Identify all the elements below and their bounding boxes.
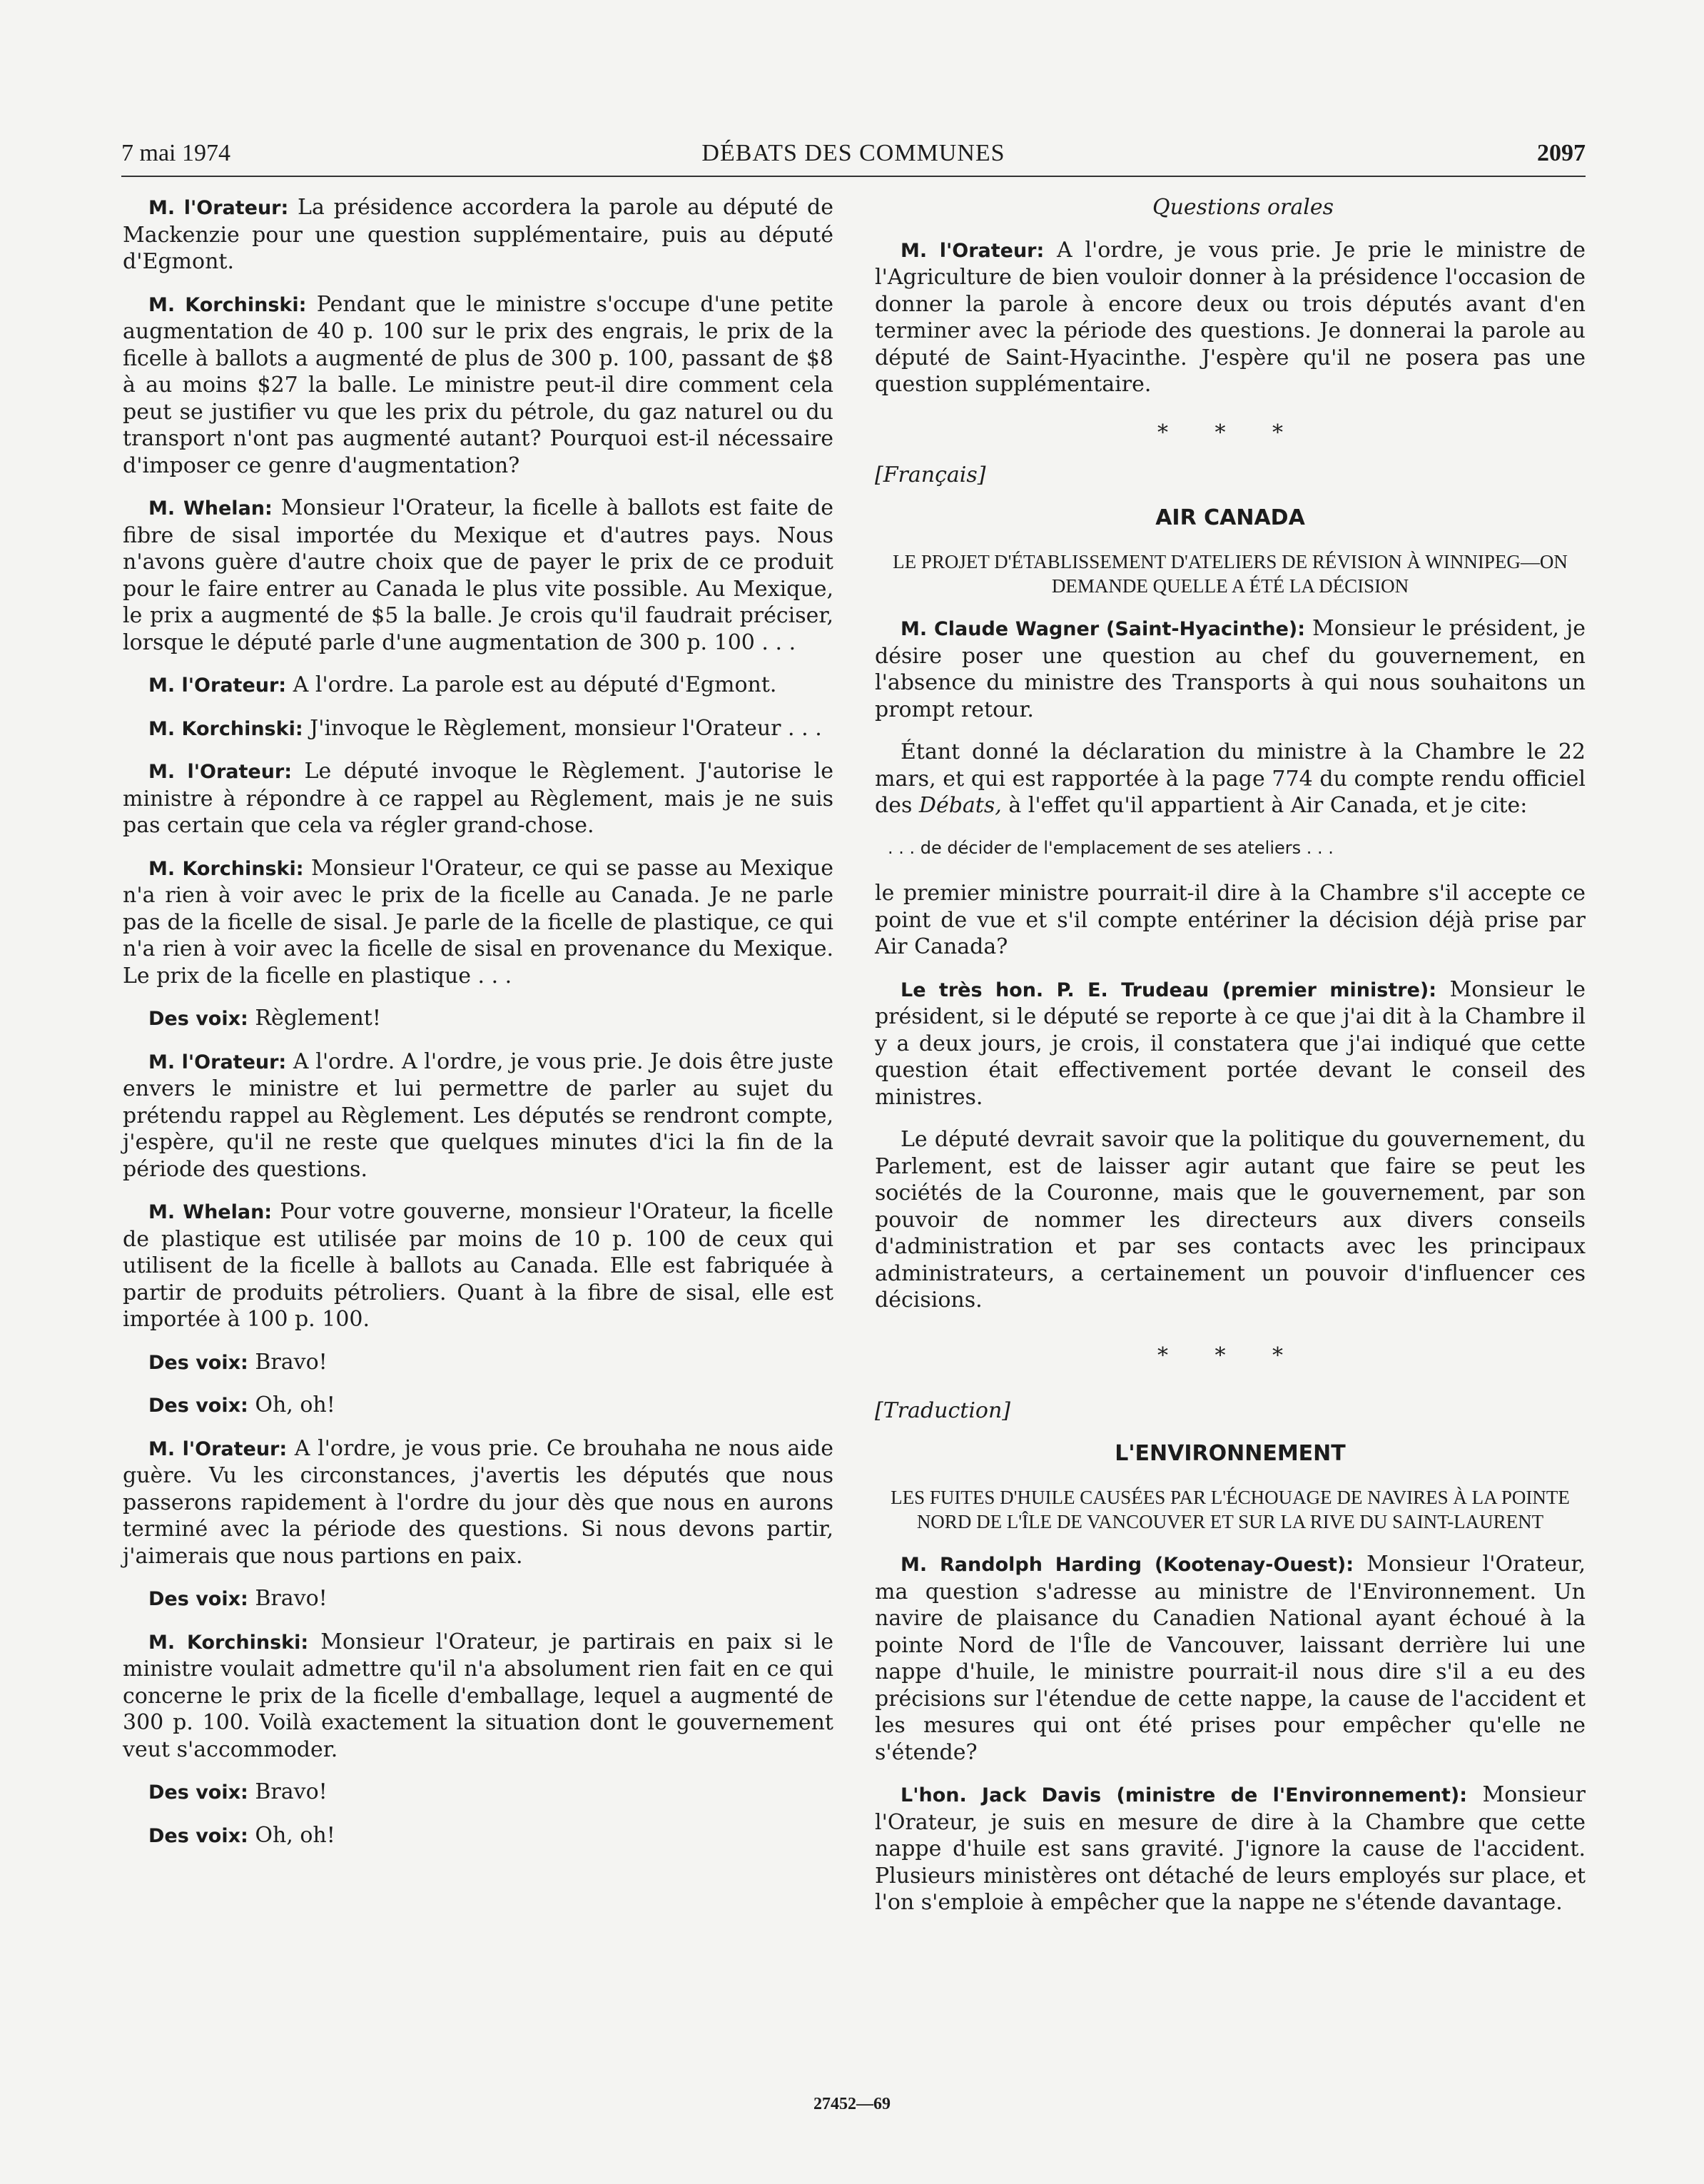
header-date: 7 mai 1974 (121, 140, 230, 166)
speech: Monsieur l'Orateur, je partirais en paix si le ministre voulait admettre qu'il n'a absolument rien fait en ce qui concerne le prix de la ficelle d'emballage, lequel a augmenté de 300 p. 100. Voilà exactement la situation dont le gouvernement veut s'accommoder. (123, 1629, 833, 1762)
left-column (123, 194, 833, 1865)
section-subheading: LE PROJET D'ÉTABLISSEMENT D'ATELIERS DE RÉVISION À WINNIPEG—ON DEMANDE QUELLE A ÉTÉ LA DÉCISION (893, 551, 1568, 597)
section-heading: AIR CANADA (1155, 505, 1305, 530)
speech: Bravo! (255, 1586, 328, 1611)
speaker: M. l'Orateur: (148, 674, 287, 697)
speaker: M. l'Orateur: (901, 239, 1045, 262)
speech: A l'ordre. La parole est au député d'Egmont. (293, 672, 777, 697)
right-column (875, 194, 1586, 1932)
rubric: Questions orales (1152, 195, 1334, 220)
language-label: [Traduction] (875, 1398, 1011, 1423)
speaker: M. Korchinski: (148, 293, 307, 316)
paragraph (123, 1435, 833, 1570)
paragraph (123, 672, 833, 699)
paragraph (123, 1392, 833, 1420)
speech: Pour votre gouverne, monsieur l'Orateur, la ficelle de plastique est utilisée par moins de 10 p. 100 de ceux qui utilisent de la ficelle à ballots au Canada. Elle est fabriquée à partir de produits pétroliers. Quant à la fibre de sisal, elle est importée à 100 p. 100. (123, 1199, 833, 1332)
speaker: M. Randolph Harding (Kootenay-Ouest): (901, 1554, 1354, 1576)
speaker: M. l'Orateur: (148, 1437, 288, 1460)
speech: Monsieur l'Orateur, je suis en mesure de dire à la Chambre que cette nappe d'huile est sans gravité. J'ignore la cause de l'accident. Plusieurs ministères ont détaché de leurs employés sur place, et l'on s'emploie à empêcher que la nappe ne s'étende davantage. (875, 1782, 1586, 1915)
paragraph (875, 615, 1586, 723)
paragraph: le premier ministre pourrait-il dire à la Chambre s'il accepte ce point de vue et s'il compte entériner la décision déjà prise par Air Canada? (875, 881, 1586, 959)
paragraph (123, 715, 833, 743)
paragraph (123, 758, 833, 839)
speaker: Des voix: (148, 1008, 248, 1030)
publication-title: Débats, (918, 793, 1002, 818)
paragraph (875, 1551, 1586, 1766)
paragraph (123, 1822, 833, 1850)
language-label: [Français] (875, 462, 986, 487)
speech: A l'ordre, je vous prie. Je prie le ministre de l'Agriculture de bien vouloir donner à la présidence l'occasion de donner la parole à encore deux ou trois députés avant d'en terminer avec la période des questions. Je donnerai la parole au député de Saint-Hyacinthe. J'espère qu'il ne posera pas une question supplémentaire. (875, 237, 1586, 397)
paragraph (875, 237, 1586, 398)
paragraph (875, 739, 1586, 819)
paragraph (123, 1198, 833, 1333)
speaker: Des voix: (148, 1588, 248, 1610)
speaker: M. l'Orateur: (148, 761, 293, 783)
speaker: M. Korchinski: (148, 857, 304, 880)
speech: Monsieur l'Orateur, ma question s'adresse au ministre de l'Environnement. Un navire de plaisance du Canadien National ayant échoué à la pointe Nord de l'Île de Vancouver, laissant derrière lui une nappe d'huile, le ministre pourrait-il nous dire s'il a eu des précisions sur l'étendue de cette nappe, la cause de l'accident et les mesures qui ont été prises pour empêcher qu'elle ne s'étende? (875, 1552, 1586, 1765)
speech: Règlement! (255, 1006, 381, 1031)
speaker: Des voix: (148, 1824, 248, 1847)
speech: à l'effet qu'il appartient à Air Canada, et je cite: (1008, 793, 1528, 818)
speech: Pendant que le ministre s'occupe d'une petite augmentation de 40 p. 100 sur le prix des engrais, le prix de la ficelle à ballots a augmenté de plus de 300 p. 100, passant de $8 à au moins $27 la balle. Le ministre peut-il dire comment cela peut se justifier vu que les prix du pétrole, du gaz naturel ou du transport n'ont pas augmenté autant? Pourquoi est-il nécessaire d'imposer ce genre d'augmentation? (123, 291, 833, 478)
speech: A l'ordre. A l'ordre, je vous prie. Je dois être juste envers le ministre et lui permettre de parler au sujet du prétendu rappel au Règlement. Les députés se rendront compte, j'espère, qu'il ne reste que quelques minutes d'ici la fin de la période des questions. (123, 1048, 833, 1182)
speaker: L'hon. Jack Davis (ministre de l'Environnement): (901, 1784, 1468, 1806)
paragraph (123, 1629, 833, 1764)
speech: La présidence accordera la parole au député de Mackenzie pour une question supplémentaire, puis au député d'Egmont. (123, 195, 833, 274)
section-separator: * * * (1157, 420, 1304, 445)
paragraph (123, 291, 833, 480)
paragraph (123, 1048, 833, 1183)
speech: J'invoque le Règlement, monsieur l'Orateur . . . (310, 715, 822, 741)
paragraph (123, 1585, 833, 1613)
speech: Monsieur l'Orateur, ce qui se passe au Mexique n'a rien à voir avec le prix de la ficelle au Canada. Je ne parle pas de la ficelle de sisal. Je parle de la ficelle de plastique, ce qui n'a rien à voir avec la ficelle de sisal en provenance du Mexique. Le prix de la ficelle en plastique . . . (123, 855, 833, 989)
speaker: M. l'Orateur: (148, 197, 289, 219)
section-heading: L'ENVIRONNEMENT (1115, 1440, 1346, 1466)
paragraph (123, 855, 833, 990)
speaker: M. Whelan: (148, 497, 273, 520)
speech: Bravo! (255, 1349, 328, 1375)
speech: Monsieur le président, je désire poser une question au chef du gouvernement, en l'absence du ministre des Transports à qui nous souhaitons un prompt retour. (875, 616, 1586, 722)
speaker: Des voix: (148, 1395, 248, 1417)
paragraph (123, 1349, 833, 1377)
speech: Oh, oh! (255, 1822, 335, 1848)
paragraph (123, 194, 833, 275)
speech: A l'ordre, je vous prie. Ce brouhaha ne nous aide guère. Vu les circonstances, j'avertis les députés que nous passerons rapidement à l'ordre du jour dès que nous en aurons terminé avec la période des questions. Si nous devons partir, j'aimerais que nous partions en paix. (123, 1435, 833, 1569)
speech: Oh, oh! (255, 1392, 335, 1417)
paragraph (123, 1005, 833, 1033)
header-title: DÉBATS DES COMMUNES (701, 140, 1005, 166)
paragraph (875, 1781, 1586, 1916)
paragraph (123, 495, 833, 656)
section-separator: * * * (1157, 1343, 1304, 1368)
page-footer: 27452—69 (813, 2095, 891, 2113)
speaker: M. l'Orateur: (148, 1051, 287, 1073)
speech: Bravo! (255, 1779, 328, 1804)
speech: Monsieur le président, si le député se reporte à ce que j'ai dit à la Chambre il y a deux jours, je crois, il constatera que j'ai indiqué que cette question était effectivement portée devant le conseil des ministres. (875, 976, 1586, 1110)
speaker: Des voix: (148, 1351, 248, 1374)
speaker: M. Claude Wagner (Saint-Hyacinthe): (901, 618, 1306, 640)
speech: Étant donné la déclaration du ministre à la Chambre le 22 mars, et qui est rapportée à la page 774 du compte rendu officiel des (875, 739, 1586, 818)
paragraph (875, 976, 1586, 1111)
page-header (121, 140, 1586, 177)
speech: Monsieur l'Orateur, la ficelle à ballots est faite de fibre de sisal importée du Mexique et d'autres pays. Nous n'avons guère d'autre choix que de payer le prix de ce produit pour le faire entrer au Canada le plus vite possible. Au Mexique, le prix a augmenté de $5 la balle. Je crois qu'il faudrait préciser, lorsque le député parle d'une augmentation de 300 p. 100 . . . (123, 495, 833, 655)
speaker: M. Korchinski: (148, 1631, 309, 1654)
speaker: Des voix: (148, 1781, 248, 1804)
speech: Le député invoque le Règlement. J'autorise le ministre à répondre à ce rappel au Règlement, mais je ne suis pas certain que cela va régler grand-chose. (123, 759, 833, 838)
speaker: Le très hon. P. E. Trudeau (premier ministre): (901, 979, 1437, 1001)
paragraph: Le député devrait savoir que la politique du gouvernement, du Parlement, est de laisser agir autant que faire se peut les sociétés de la Couronne, mais que le gouvernement, par son pouvoir de nommer les directeurs aux divers conseils d'administration et par ses contacts avec les principaux administrateurs, a certainement un pouvoir d'influencer ces décisions. (875, 1127, 1586, 1313)
section-subheading: LES FUITES D'HUILE CAUSÉES PAR L'ÉCHOUAGE DE NAVIRES À LA POINTE NORD DE L'ÎLE DE VANCOUVER ET SUR LA RIVE DU SAINT-LAURENT (891, 1487, 1570, 1532)
speaker: M. Korchinski: (148, 717, 303, 740)
quotation: . . . de décider de l'emplacement de ses ateliers . . . (888, 837, 1334, 858)
speaker: M. Whelan: (148, 1201, 273, 1223)
paragraph (123, 1779, 833, 1806)
header-page-number: 2097 (1537, 140, 1586, 166)
